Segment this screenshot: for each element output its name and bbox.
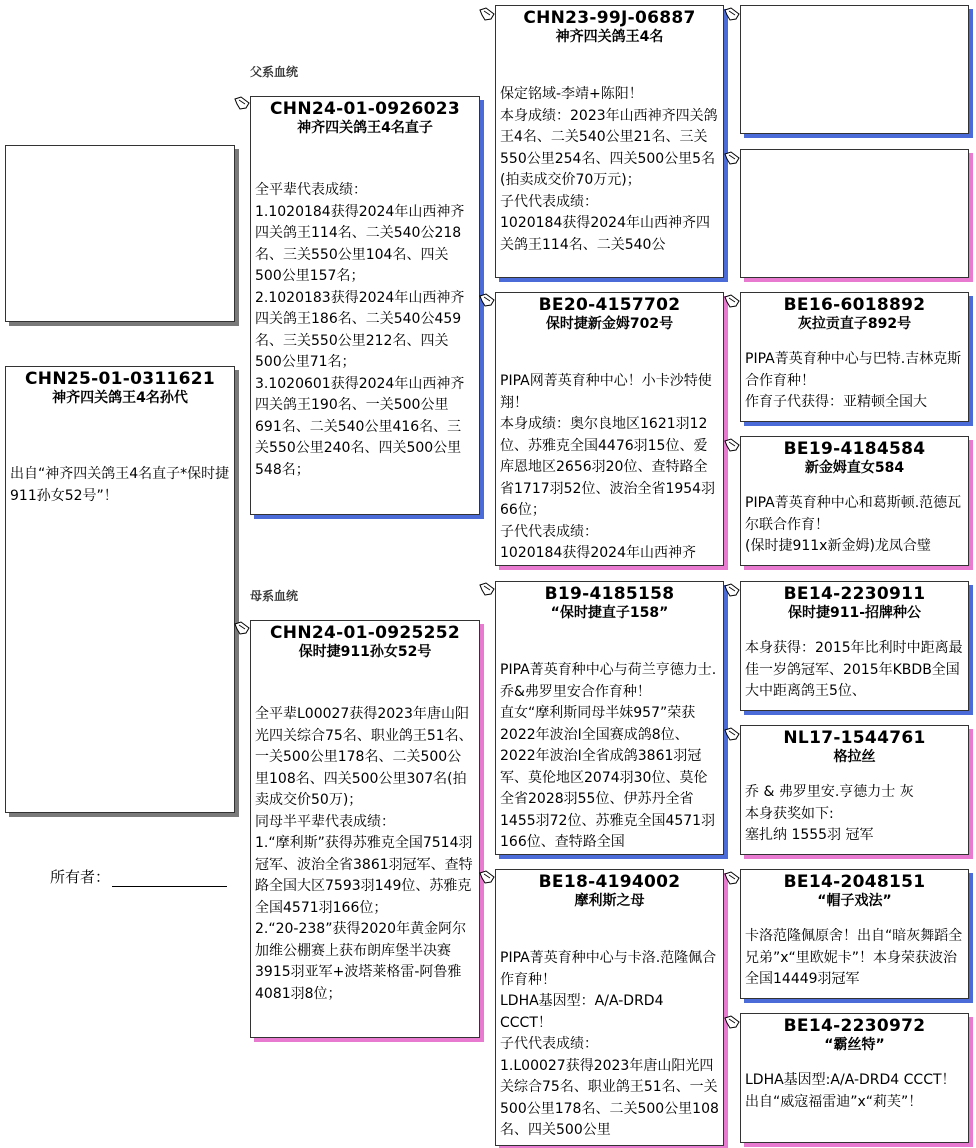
sds-ring: BE16-6018892	[783, 295, 926, 315]
dds-text: 卡洛范隆佩原舍！出自“暗灰舞蹈全兄弟”x“里欧妮卡”！本身荣获波治全国14449羽冠军	[745, 928, 963, 987]
hand-pointer-icon	[479, 7, 495, 21]
hand-pointer-icon	[724, 727, 740, 741]
paternal-label: 父系血统	[250, 65, 299, 79]
sire-dam-text: PIPA网菁英育种中心！小卡沙特使翔！ 本身成绩：奥尔良地区1621羽12位、苏雅克全国4476羽15位、爱库恩地区2656羽20位、查特路全省1717羽52位、波治全省1954羽66位； 子代代表成绩： 1020184获得2024年山西神齐	[500, 373, 716, 561]
ddd-card	[740, 1013, 969, 1143]
owner-label: 所有者：	[50, 868, 111, 886]
sire-text: 全平辈代表成绩： 1.1020184获得2024年山西神齐四关鸽王114名、二关540公218名、三关550公里104名、四关500公里157名； 2.1020183获得2024年山西神齐四关鸽王186名、二关540公459名、三关550公里212名、四关500公里71名； 3.1020601获得2024年山西神齐四关鸽王190名、一关500公里691名、二关540公里416名、三关550公里240名、四关500公里548名；	[255, 182, 465, 478]
sire-dam-card	[495, 292, 724, 566]
photo-frame	[5, 145, 235, 322]
dam-dam-ring: BE18-4194002	[538, 872, 681, 892]
sdd-text: PIPA菁英育种中心和葛斯顿.范德瓦尔联合作育！ (保时捷911x新金姆)龙凤合璧	[745, 495, 962, 554]
dam-sire-name: “保时捷直子158”	[550, 605, 669, 621]
hand-pointer-icon	[724, 438, 740, 452]
ssd-card-empty	[740, 149, 969, 278]
sss-card-empty	[740, 5, 969, 134]
sire-card	[250, 96, 480, 515]
subject-ring: CHN25-01-0311621	[25, 369, 215, 389]
dam-ring: CHN24-01-0925252	[270, 623, 460, 643]
dsd-card	[740, 725, 969, 855]
hand-pointer-icon	[234, 621, 250, 635]
dss-ring: BE14-2230911	[783, 584, 926, 604]
hand-pointer-icon	[724, 871, 740, 885]
sds-card	[740, 292, 969, 422]
dds-name: “帽子戏法”	[817, 893, 892, 909]
dam-dam-card	[495, 869, 724, 1146]
dds-card	[740, 869, 969, 999]
hand-pointer-icon	[724, 294, 740, 308]
owner-line[interactable]	[112, 872, 227, 887]
hand-pointer-icon	[724, 1015, 740, 1029]
subject-card	[5, 366, 235, 813]
dam-name: 保时捷911孙女52号	[298, 644, 432, 660]
hand-pointer-icon	[479, 582, 495, 596]
sire-sire-name: 神齐四关鸽王4名	[555, 29, 664, 45]
sire-sire-card	[495, 5, 724, 278]
subject-name: 神齐四关鸽王4名孙代	[52, 390, 188, 406]
sdd-name: 新金姆直女584	[804, 460, 905, 476]
ddd-text: LDHA基因型:A/A-DRD4 CCCT！ 出自“威寇福雷迪”x“莉芙”！	[745, 1072, 956, 1110]
dam-sire-text: PIPA菁英育种中心与荷兰亨德力士.乔&弗罗里安合作育种！ 直女“摩利斯同母半妹957”荣获2022年波治I全国赛成鸽8位、2022年波治I全省成鸽3861羽冠军、莫伦地区2074羽30位、莫伦全省2028羽55位、伊苏丹全省1455羽72位、苏雅克全国4571羽166位、查特路全国	[500, 662, 717, 850]
dam-sire-card	[495, 581, 724, 855]
sire-dam-name: 保时捷新金姆702号	[545, 316, 674, 332]
hand-pointer-icon	[724, 7, 740, 21]
sds-text: PIPA菁英育种中心与巴特.吉林克斯合作育种！ 作育子代获得：亚精顿全国大	[745, 351, 962, 410]
dss-text: 本身获得：2015年比利时中距离最佳一岁鸽冠军、2015年KBDB全国大中距离鸽王5位、	[745, 640, 963, 699]
ddd-ring: BE14-2230972	[783, 1016, 926, 1036]
dam-dam-name: 摩利斯之母	[574, 893, 645, 909]
maternal-label: 母系血统	[250, 589, 299, 603]
sdd-ring: BE19-4184584	[783, 439, 926, 459]
hand-pointer-icon	[234, 96, 250, 110]
dss-card	[740, 581, 969, 711]
sds-name: 灰拉贡直子892号	[797, 316, 912, 332]
subject-text: 出自“神齐四关鸽王4名直子*保时捷911孙女52号”！	[10, 466, 230, 504]
hand-pointer-icon	[724, 583, 740, 597]
sire-sire-text: 保定铭域-李靖+陈阳！ 本身成绩：2023年山西神齐四关鸽王4名、二关540公里21名、三关550公里254名、四关500公里5名(拍卖成交价70万元)； 子代代表成绩： 1020184获得2024年山西神齐四关鸽王114名、二关540公	[500, 86, 718, 253]
sire-ring: CHN24-01-0926023	[270, 99, 460, 119]
sire-sire-ring: CHN23-99J-06887	[523, 8, 696, 28]
sdd-card	[740, 436, 969, 566]
sire-name: 神齐四关鸽王4名直子	[297, 120, 433, 136]
dam-card	[250, 620, 480, 1038]
dds-ring: BE14-2048151	[783, 872, 926, 892]
dam-sire-ring: B19-4185158	[544, 584, 675, 604]
hand-pointer-icon	[479, 870, 495, 884]
sire-dam-ring: BE20-4157702	[538, 295, 681, 315]
dsd-name: 格拉丝	[833, 749, 876, 765]
hand-pointer-icon	[479, 293, 495, 307]
owner-field	[50, 866, 227, 887]
dss-name: 保时捷911-招牌种公	[787, 605, 922, 621]
ddd-name: “霸丝特”	[824, 1037, 885, 1053]
hand-pointer-icon	[724, 151, 740, 165]
dam-text: 全平辈L00027获得2023年唐山阳光四关综合75名、职业鸽王51名、一关500公里178名、二关500公里108名、四关500公里307名(拍卖成交价50万)； 同母半平辈代表成绩： 1.“摩利斯”获得苏雅克全国7514羽冠军、波治全省3861羽冠军、查特路全国大区7593羽149位、苏雅克全国4571羽166位； 2.“20-238”获得2020年黄金阿尔加维公棚赛上获布朗库堡半决赛3915羽亚军+波塔莱格雷-阿鲁雅4081羽8位；	[255, 706, 473, 1002]
dsd-ring: NL17-1544761	[783, 728, 926, 748]
dam-dam-text: PIPA菁英育种中心与卡洛.范隆佩合作育种！ LDHA基因型：A/A-DRD4 CCCT！ 子代代表成绩： 1.L00027获得2023年唐山阳光四关综合75名、职业鸽王51名、一关500公里178名、二关500公里108名、四关500公里	[500, 950, 719, 1138]
dsd-text: 乔 & 弗罗里安.亨德力士 灰 本身获奖如下: 塞扎纳 1555羽 冠军	[745, 784, 914, 843]
